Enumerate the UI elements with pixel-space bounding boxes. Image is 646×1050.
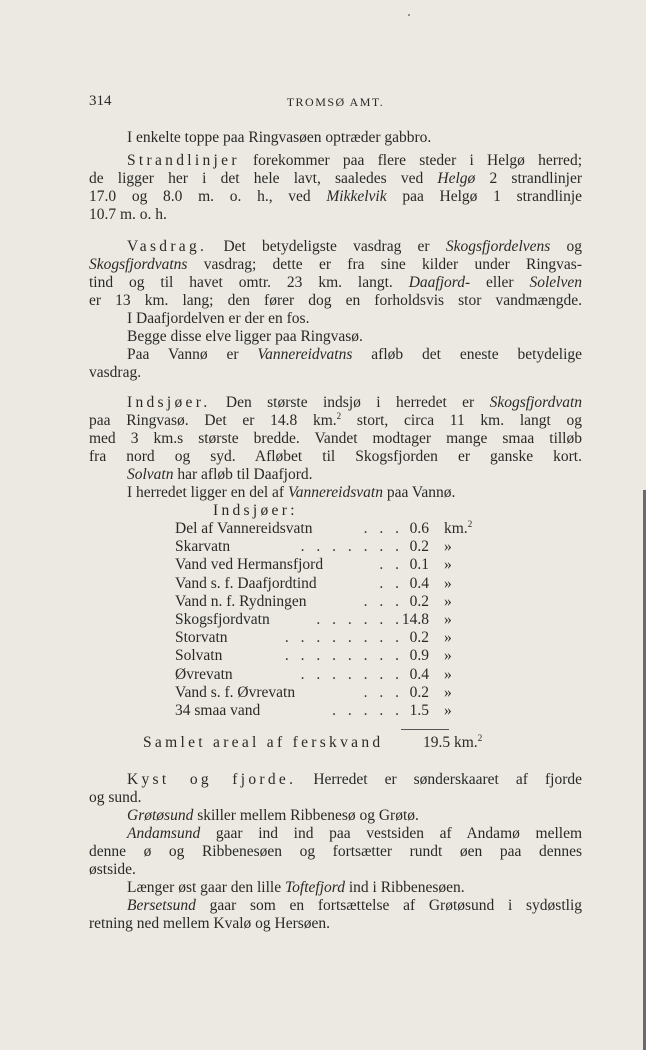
section-term-strandlinjer: Strandlinjer bbox=[127, 152, 240, 169]
leader-dots: . . bbox=[379, 574, 403, 592]
lake-unit: » bbox=[444, 665, 452, 683]
table-row bbox=[175, 684, 515, 702]
lake-name: Vand s. f. Daafjordtind bbox=[175, 574, 317, 592]
page-number: 314 bbox=[89, 93, 112, 109]
paragraph-begge-elve: Begge disse elve ligger paa Ringvasø. bbox=[127, 328, 363, 345]
lake-area: 0.2 bbox=[409, 629, 429, 647]
paragraph-gabbro: I enkelte toppe paa Ringvasøen optræder gabbro. bbox=[127, 129, 432, 146]
lake-name: 34 smaa vand bbox=[175, 701, 261, 719]
leader-dots: . . . . . . . bbox=[300, 665, 403, 683]
lake-area: 0.4 bbox=[409, 665, 429, 683]
lake-name: Vand n. f. Rydningen bbox=[175, 592, 307, 610]
paragraph-grotosund: Grøtøsund skiller mellem Ribbenesø og Grøtø. bbox=[127, 807, 419, 824]
table-row bbox=[175, 538, 515, 556]
paragraph-strandlinjer-line-1: Strandlinjer forekommer paa flere steder i Helgø herred; bbox=[127, 152, 582, 169]
paragraph-indsjoer-line-1: Indsjøer. Den største indsjø i herredet er Skogsfjordvatn bbox=[127, 394, 583, 411]
lake-name: Vand ved Hermansfjord bbox=[175, 556, 324, 574]
leader-dots: . . . . . bbox=[332, 701, 403, 719]
paragraph-indsjoer-line-4: fra nord og syd. Afløbet til Skogsfjorden er ganske kort. bbox=[89, 448, 582, 465]
paragraph-bersetsund-line-2: retning ned mellem Kvalø og Hersøen. bbox=[89, 915, 331, 932]
paragraph-vannereidsvatn: I herredet ligger en del af Vannereidsvatn paa Vannø. bbox=[127, 484, 456, 501]
lake-unit: » bbox=[444, 683, 452, 701]
paragraph-vasdrag-line-3: tind og til havet omtr. 23 km. langt. Daafjord- eller Solelven bbox=[89, 274, 582, 291]
paper-speck bbox=[408, 14, 410, 16]
total-label: Samlet areal af ferskvand bbox=[143, 734, 384, 751]
lake-unit: » bbox=[444, 574, 452, 592]
lake-unit: » bbox=[444, 629, 452, 647]
leader-dots: . . . . . . . bbox=[300, 538, 403, 556]
section-term-kyst: Kyst og fjorde. bbox=[127, 771, 297, 788]
paragraph-vasdrag-line-1: Vasdrag. Det betydeligste vasdrag er Skogsfjordelvens og bbox=[127, 238, 583, 255]
lake-unit: » bbox=[444, 647, 452, 665]
lake-area: 0.2 bbox=[409, 538, 429, 556]
lake-name: Øvrevatn bbox=[175, 665, 233, 683]
paragraph-toftefjord: Længer øst gaar den lille Toftefjord ind i Ribbenesøen. bbox=[127, 879, 465, 896]
table-row bbox=[175, 702, 515, 720]
paragraph-kyst-line-1: Kyst og fjorde. Herredet er sønderskaaret af fjorde bbox=[127, 771, 582, 788]
leader-dots: . . . bbox=[363, 683, 403, 701]
lake-unit: » bbox=[444, 592, 452, 610]
lake-unit: » bbox=[444, 538, 452, 556]
leader-dots: . . . . . . . . bbox=[284, 629, 403, 647]
lake-area: 1.5 bbox=[409, 701, 429, 719]
paragraph-andamsund-line-2: denne ø og Ribbenesøen og fortsætter rundt øen paa dennes bbox=[89, 843, 582, 860]
paragraph-indsjoer-line-2: paa Ringvasø. Det er 14.8 km.$^2$ stort, circa 11 km. langt og bbox=[89, 411, 583, 429]
total-value: 19.5 km. bbox=[423, 734, 478, 751]
leader-dots: . . . . . . . . bbox=[284, 647, 403, 665]
lake-unit: » bbox=[444, 701, 452, 719]
paragraph-solvatn: Solvatn har afløb til Daafjord. bbox=[127, 466, 313, 483]
paragraph-andamsund-line-3: østside. bbox=[89, 861, 136, 878]
unit-sup: 2 bbox=[467, 519, 473, 529]
leader-dots: . . . . . . bbox=[316, 610, 403, 628]
lake-area: 14.8 bbox=[401, 610, 429, 628]
paragraph-strandlinjer-line-2: de ligger her i det hele lavt, saaledes ved Helgø 2 strandlinjer bbox=[89, 170, 583, 187]
section-term-indsjoer: Indsjøer. bbox=[127, 394, 211, 411]
paragraph-strandlinjer-line-4: 10.7 m. o. h. bbox=[89, 206, 167, 223]
lake-name: Solvatn bbox=[175, 647, 223, 665]
table-row bbox=[175, 556, 515, 574]
paragraph-vanno-line-1: Paa Vannø er Vannereidvatns afløb det eneste betydelige bbox=[127, 346, 583, 363]
running-title: TROMSØ AMT. bbox=[286, 95, 385, 109]
sum-rule bbox=[401, 729, 449, 730]
lake-name: Del af Vannereidsvatn bbox=[175, 520, 313, 537]
leader-dots: . . . bbox=[363, 520, 403, 537]
paragraph-kyst-line-2: og sund. bbox=[89, 789, 142, 806]
lake-area: 0.2 bbox=[409, 592, 429, 610]
paragraph-fos: I Daafjordelven er der en fos. bbox=[127, 310, 310, 327]
lake-area: 0.6 bbox=[409, 520, 429, 537]
paragraph-vasdrag-line-2: Skogsfjordvatns vasdrag; dette er fra sine kilder under Ringvas- bbox=[89, 256, 583, 273]
lake-area: 0.2 bbox=[409, 683, 429, 701]
paragraph-andamsund-line-1: Andamsund gaar ind ind paa vestsiden af Andamø mellem bbox=[127, 825, 583, 842]
table-row bbox=[175, 611, 515, 629]
total-value-wrap bbox=[423, 734, 482, 752]
paragraph-vanno-line-2: vasdrag. bbox=[89, 364, 142, 381]
total-sup: 2 bbox=[477, 733, 483, 743]
lake-name: Vand s. f. Øvrevatn bbox=[175, 683, 296, 701]
table-row bbox=[175, 575, 515, 593]
paragraph-strandlinjer-line-3: 17.0 og 8.0 m. o. h., ved Mikkelvik paa Helgø 1 strandlinje bbox=[89, 188, 583, 205]
table-row bbox=[175, 593, 515, 611]
lake-area: 0.9 bbox=[409, 647, 429, 665]
paragraph-bersetsund-line-1: Bersetsund gaar som en fortsættelse af Grøtøsund i sydøstlig bbox=[127, 897, 583, 914]
lake-unit: » bbox=[444, 610, 452, 628]
lakes-table bbox=[175, 520, 515, 720]
lake-unit: km.$^2$ bbox=[444, 519, 473, 537]
running-header bbox=[89, 93, 582, 113]
leader-dots: . . bbox=[379, 556, 403, 574]
table-row bbox=[175, 666, 515, 684]
paragraph-indsjoer-line-3: med 3 km.s største bredde. Vandet modtager mange smaa tilløb bbox=[89, 430, 582, 447]
lake-area: 0.1 bbox=[409, 556, 429, 574]
lake-area: 0.4 bbox=[409, 574, 429, 592]
table-row bbox=[175, 520, 515, 538]
lake-name: Skarvatn bbox=[175, 538, 231, 556]
total-row bbox=[143, 734, 383, 752]
paragraph-vasdrag-line-4: er 13 km. lang; den fører dog en forholdsvis stor vandmængde. bbox=[89, 292, 582, 309]
lake-name: Storvatn bbox=[175, 629, 228, 647]
leader-dots: . . . bbox=[363, 592, 403, 610]
section-term-vasdrag: Vasdrag. bbox=[127, 238, 208, 255]
table-row bbox=[175, 629, 515, 647]
lake-name: Skogsfjordvatn bbox=[175, 610, 270, 628]
lakes-table-heading: Indsjøer: bbox=[213, 502, 298, 519]
table-row bbox=[175, 647, 515, 665]
lake-unit: » bbox=[444, 556, 452, 574]
